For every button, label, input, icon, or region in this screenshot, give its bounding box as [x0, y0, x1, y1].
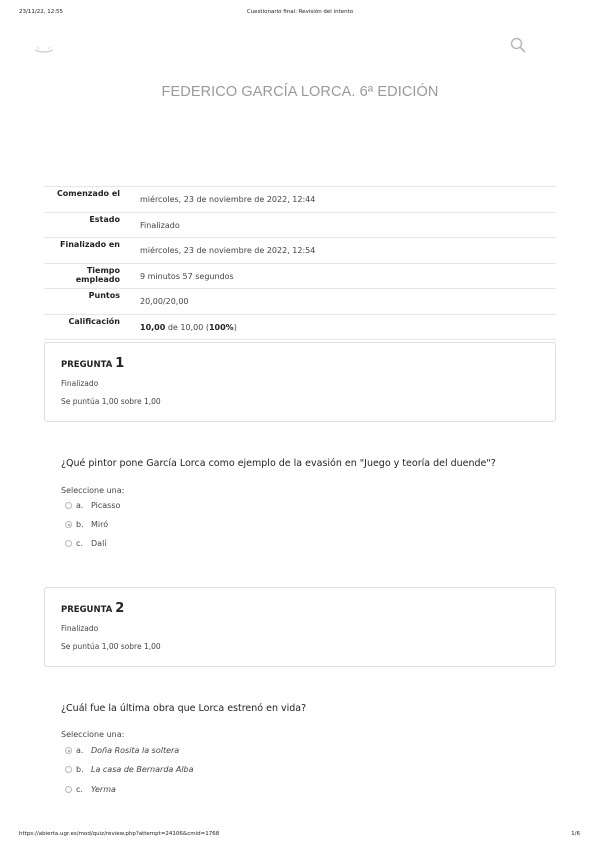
summary-row — [44, 263, 556, 289]
option-letter: a. — [76, 746, 84, 755]
question-grade: Se puntúa 1,00 sobre 1,00 — [61, 397, 161, 406]
summary-label: Comenzado el — [56, 189, 120, 198]
summary-label: Finalizado en — [60, 240, 120, 249]
question-label: PREGUNTA — [61, 605, 113, 615]
summary-row — [44, 212, 556, 238]
summary-value — [140, 323, 237, 332]
option-text: La casa de Bernarda Alba — [91, 765, 194, 774]
summary-label: Calificación — [68, 316, 120, 326]
summary-label: Puntos — [88, 291, 120, 300]
grade-of: de 10,00 ( — [165, 322, 209, 332]
question-number: 2 — [115, 601, 125, 616]
question-info-box — [44, 587, 556, 667]
question-heading — [61, 601, 124, 616]
logo-icon[interactable] — [33, 40, 55, 52]
print-url: https://abierta.ugr.es/mod/quiz/review.php?attempt=24106&cmid=1768 — [19, 831, 220, 837]
question-text: ¿Cuál fue la última obra que Lorca estrenó en vida? — [61, 703, 307, 714]
summary-row — [44, 186, 556, 212]
option-letter: b. — [76, 520, 84, 529]
option-text: Dalí — [91, 539, 107, 548]
print-document-title: Cuestionario final: Revisión del intento — [246, 9, 354, 15]
attempt-summary-table — [44, 186, 556, 340]
radio-button[interactable] — [65, 521, 72, 528]
print-footer — [0, 831, 600, 841]
summary-value: 9 minutos 57 segundos — [140, 271, 234, 281]
radio-button[interactable] — [65, 747, 72, 754]
question-grade: Se puntúa 1,00 sobre 1,00 — [61, 642, 161, 651]
option-letter: c. — [76, 539, 83, 548]
summary-value: Finalizado — [140, 220, 180, 230]
grade-percent: 100% — [208, 322, 234, 332]
question-heading — [61, 356, 124, 371]
question-number: 1 — [115, 356, 125, 371]
course-title: FEDERICO GARCÍA LORCA. 6ª EDICIÓN — [161, 84, 439, 100]
option-letter: a. — [76, 501, 84, 510]
grade-score: 10,00 — [140, 322, 166, 332]
radio-button[interactable] — [65, 502, 72, 509]
summary-value: 20,00/20,00 — [140, 297, 189, 306]
option-text: Doña Rosita la soltera — [91, 746, 180, 755]
summary-label: Estado — [89, 214, 120, 224]
question-info-box — [44, 342, 556, 422]
summary-row-calificacion — [44, 314, 556, 341]
question-state: Finalizado — [61, 379, 99, 388]
option-letter: b. — [76, 765, 84, 774]
option-letter: c. — [76, 785, 83, 794]
summary-label: Tiempo empleado — [75, 265, 120, 284]
answer-prompt: Seleccione una: — [61, 730, 125, 739]
answer-prompt: Seleccione una: — [61, 486, 125, 495]
summary-row — [44, 288, 556, 314]
search-icon[interactable] — [510, 37, 526, 53]
radio-button[interactable] — [65, 766, 72, 773]
question-text: ¿Qué pintor pone García Lorca como ejemplo de la evasión en "Juego y teoría del duende"? — [61, 458, 496, 469]
option-text: Picasso — [91, 501, 121, 510]
print-page-number: 1/6 — [571, 831, 580, 837]
question-state: Finalizado — [61, 624, 99, 633]
print-date: 23/11/22, 12:55 — [19, 9, 64, 15]
print-header — [0, 9, 600, 19]
question-label: PREGUNTA — [61, 360, 113, 370]
option-text: Miró — [91, 520, 109, 529]
grade-close: ) — [233, 322, 237, 332]
summary-value: miércoles, 23 de noviembre de 2022, 12:54 — [140, 246, 316, 255]
radio-button[interactable] — [65, 786, 72, 793]
option-text: Yerma — [91, 785, 116, 794]
summary-value: miércoles, 23 de noviembre de 2022, 12:44 — [140, 195, 316, 204]
summary-row — [44, 237, 556, 263]
radio-button[interactable] — [65, 540, 72, 547]
